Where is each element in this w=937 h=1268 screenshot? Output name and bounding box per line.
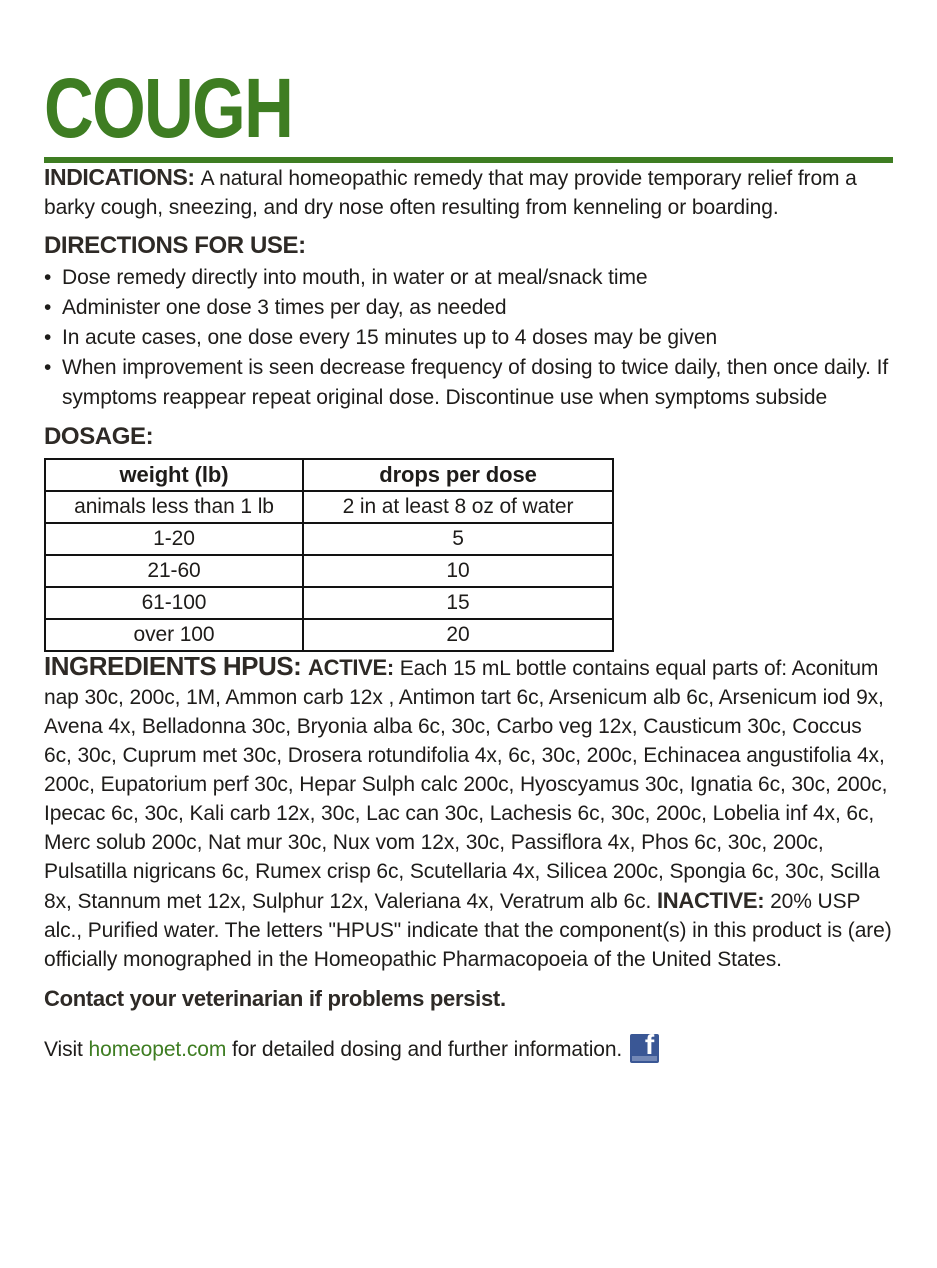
- dosage-table: [44, 458, 614, 652]
- dosage-cell-drops: 10: [303, 555, 613, 587]
- list-item: [44, 293, 893, 323]
- table-row: [45, 619, 613, 651]
- homeopet-link[interactable]: homeopet.com: [88, 1038, 227, 1062]
- bullet-icon: •: [44, 356, 52, 380]
- active-label: ACTIVE:: [308, 655, 400, 681]
- facebook-icon[interactable]: [630, 1029, 659, 1063]
- bullet-text: Administer one dose 3 times per day, as needed: [62, 296, 507, 320]
- dosage-cell-weight: animals less than 1 lb: [45, 491, 303, 523]
- inactive-ingredients-text: 20% USP alc., Purified water. The letters "HPUS" indicate that the component(s) in this product is (are) officially monographed in the Homeopathic Pharmacopoeia of the United States.: [44, 890, 892, 972]
- bullet-text: When improvement is seen decrease frequency of dosing to twice daily, then once daily. If symptoms reappear repeat original dose. Discontinue use when symptoms subside: [62, 356, 889, 410]
- dosage-cell-weight: 1-20: [45, 523, 303, 555]
- dosage-cell-drops: 5: [303, 523, 613, 555]
- page-title: COUGH: [44, 61, 293, 155]
- dosage-header-weight: weight (lb): [45, 459, 303, 491]
- contact-veterinarian-note: Contact your veterinarian if problems persist.: [44, 986, 506, 1012]
- indications-paragraph: [44, 163, 893, 222]
- bullet-text: In acute cases, one dose every 15 minutes up to 4 doses may be given: [62, 326, 718, 350]
- table-row: [45, 587, 613, 619]
- dosage-cell-drops: 2 in at least 8 oz of water: [303, 491, 613, 523]
- active-ingredients-text: Each 15 mL bottle contains equal parts of: Aconitum nap 30c, 200c, 1M, Ammon carb 12x , Antimon tart 6c, Arsenicum alb 6c, Arsenicum iod 9x, Avena 4x, Belladonna 30c, Bryonia alba 6c, 30c, Carbo veg 12x, Causticum 30c, Coccus 6c, 30c, Cuprum met 30c, Drosera rotundifolia 4x, 6c, 30c, 200c, Echinacea angustifolia 4x, 200c, Eupatorium perf 30c, Hepar Sulph calc 200c, Hyoscyamus 30c, Ignatia 6c, 30c, 200c, Ipecac 6c, 30c, Kali carb 12x, 30c, Lac can 30c, Lachesis 6c, 30c, 200c, Lobelia inf 4x, 6c, Merc solub 200c, Nat mur 30c, Nux vom 12x, 30c, Passiflora 4x, Phos 6c, 30c, 200c, Pulsatilla nigricans 6c, Rumex crisp 6c, Scutellaria 4x, Silicea 200c, Spongia 6c, 30c, Scilla 8x, Stannum met 12x, Sulphur 12x, Valeriana 4x, Veratrum alb 6c.: [44, 657, 888, 914]
- directions-bullet-list: [44, 263, 893, 413]
- list-item: [44, 353, 893, 413]
- dosage-cell-weight: 61-100: [45, 587, 303, 619]
- indications-label: INDICATIONS:: [44, 164, 201, 191]
- visit-suffix-text: for detailed dosing and further information.: [226, 1038, 623, 1062]
- directions-heading: DIRECTIONS FOR USE:: [44, 232, 306, 260]
- dosage-cell-weight: over 100: [45, 619, 303, 651]
- table-header-row: [45, 459, 613, 491]
- dosage-cell-weight: 21-60: [45, 555, 303, 587]
- indications-text: A natural homeopathic remedy that may provide temporary relief from a barky cough, sneezing, and dry nose often resulting from kenneling or boarding.: [44, 167, 857, 220]
- bullet-icon: •: [44, 296, 52, 320]
- ingredients-label: INGREDIENTS HPUS:: [44, 651, 309, 682]
- dosage-cell-drops: 15: [303, 587, 613, 619]
- bullet-icon: •: [44, 266, 52, 290]
- table-row: [45, 555, 613, 587]
- bullet-text: Dose remedy directly into mouth, in water or at meal/snack time: [62, 266, 648, 290]
- dosage-cell-drops: 20: [303, 619, 613, 651]
- list-item: [44, 323, 893, 353]
- table-row: [45, 491, 613, 523]
- visit-prefix-text: Visit: [44, 1038, 89, 1062]
- bullet-icon: •: [44, 326, 52, 350]
- dosage-header-drops: drops per dose: [303, 459, 613, 491]
- inactive-label: INACTIVE:: [656, 888, 771, 914]
- ingredients-paragraph: [44, 652, 893, 974]
- facebook-icon-letter: f: [644, 1029, 655, 1061]
- table-row: [45, 523, 613, 555]
- dosage-heading: DOSAGE:: [44, 423, 154, 451]
- visit-line: [44, 1029, 893, 1064]
- list-item: [44, 263, 893, 293]
